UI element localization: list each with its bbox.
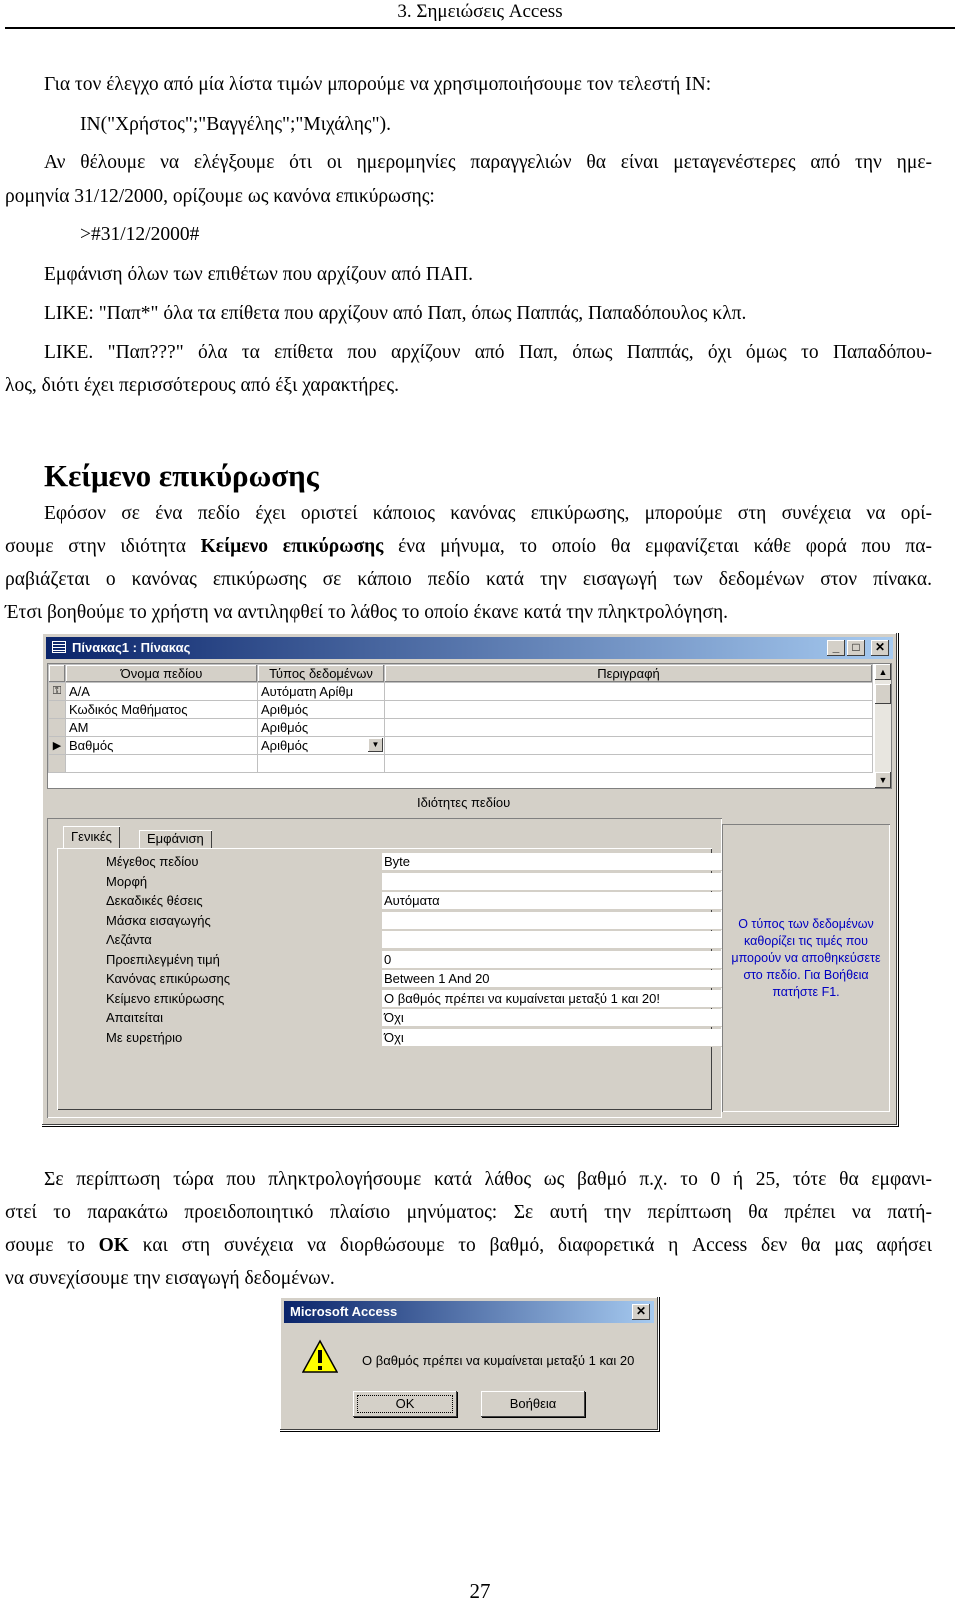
after-line-1: Σε περίπτωση τώρα που πληκτρολογήσουμε κατά λάθος ως βαθμό π.χ. το 0 ή 25, τότε θα εμφανι- xyxy=(44,1169,932,1190)
table-design-window xyxy=(41,632,898,1126)
table-row[interactable] xyxy=(49,755,873,773)
minimize-button[interactable]: _ xyxy=(827,640,845,656)
data-type-cell[interactable] xyxy=(258,755,385,773)
field-name-cell[interactable]: Κωδικός Μαθήματος xyxy=(66,701,258,719)
after-line-3-post: και στη συνέχεια να διορθώσουμε το βαθμό, διαφορετικά η Access δεν θα μας αφήσει xyxy=(128,1235,932,1256)
scroll-down-icon[interactable]: ▼ xyxy=(875,772,891,788)
prop-name-default-value: Προεπιλεγμένη τιμή xyxy=(106,952,220,967)
prop-name-format: Μορφή xyxy=(106,874,148,889)
table-row[interactable] xyxy=(49,737,873,755)
message-box xyxy=(279,1296,659,1431)
paragraph-dates-line1: Αν θέλουμε να ελέγξουμε ότι οι ημερομηνίες παραγγελιών θα είναι μεταγενέστερες από την ημε- xyxy=(44,152,932,173)
description-cell[interactable] xyxy=(385,719,873,737)
section-line-2 xyxy=(5,530,932,563)
prop-value-decimal-places[interactable]: Αυτόματα xyxy=(382,892,722,910)
column-header-data-type[interactable]: Τύπος δεδομένων xyxy=(258,665,385,683)
message-box-close-button[interactable]: ✕ xyxy=(632,1304,650,1320)
data-type-cell[interactable]: Αριθμός xyxy=(258,719,385,737)
after-line-3-bold: OK xyxy=(98,1235,129,1256)
paragraph-date-rule: >#31/12/2000# xyxy=(80,224,200,245)
message-box-title: Microsoft Access xyxy=(290,1304,398,1319)
warning-icon xyxy=(302,1339,338,1375)
row-selector[interactable] xyxy=(49,719,66,737)
running-header: 3. Σημειώσεις Access xyxy=(397,1,563,22)
paragraph-show-surnames: Εμφάνιση όλων των επιθέτων που αρχίζουν από ΠΑΠ. xyxy=(44,264,473,285)
section-heading: Κείμενο επικύρωσης xyxy=(44,458,319,493)
prop-name-decimal-places: Δεκαδικές θέσεις xyxy=(106,893,203,908)
after-line-4: να συνεχίσουμε την εισαγωγή δεδομένων. xyxy=(5,1268,335,1289)
description-cell[interactable] xyxy=(385,701,873,719)
section-line-2-post: ένα μήνυμα, το οποίο θα εμφανίζεται κάθε φορά που πα- xyxy=(383,536,932,557)
prop-value-validation-rule[interactable]: Between 1 And 20 xyxy=(382,970,722,988)
after-line-3-pre: σουμε το xyxy=(5,1235,99,1256)
after-line-3 xyxy=(5,1229,932,1262)
message-box-titlebar[interactable] xyxy=(284,1301,654,1323)
tab-general[interactable]: Γενικές xyxy=(63,826,120,848)
current-row-arrow-icon[interactable]: ▶ xyxy=(49,737,66,755)
prop-name-indexed: Με ευρετήριο xyxy=(106,1030,183,1045)
section-line-2-pre: σουμε στην ιδιότητα xyxy=(5,536,201,557)
scroll-up-icon[interactable]: ▲ xyxy=(875,664,891,680)
prop-value-default-value[interactable]: 0 xyxy=(382,951,722,969)
paragraph-in-operator: Για τον έλεγχο από μία λίστα τιμών μπορούμε να χρησιμοποιήσουμε τον τελεστή IN: xyxy=(44,74,712,95)
field-name-cell[interactable]: ΑΜ xyxy=(66,719,258,737)
section-line-4: Έτσι βοηθούμε το χρήστη να αντιληφθεί το λάθος το οποίο έκανε κατά την πληκτρολόγηση. xyxy=(5,602,729,623)
scroll-thumb[interactable] xyxy=(875,684,891,704)
help-button[interactable]: Βοήθεια xyxy=(481,1391,585,1417)
paragraph-dates-line2: ρομηνία 31/12/2000, ορίζουμε ως κανόνα επικύρωσης: xyxy=(5,186,435,207)
row-selector[interactable] xyxy=(49,701,66,719)
prop-name-input-mask: Μάσκα εισαγωγής xyxy=(106,913,211,928)
ok-button[interactable]: OK xyxy=(353,1391,457,1417)
prop-name-field-size: Μέγεθος πεδίου xyxy=(106,854,199,869)
prop-value-input-mask[interactable] xyxy=(382,912,722,930)
paragraph-like-question-line2: λος, διότι έχει περισσότερους από έξι χαρακτήρες. xyxy=(5,375,399,396)
description-cell[interactable] xyxy=(385,737,873,755)
tab-lookup[interactable]: Εμφάνιση xyxy=(139,830,212,848)
maximize-button[interactable]: □ xyxy=(847,640,865,656)
data-type-cell[interactable]: Αριθμός xyxy=(258,701,385,719)
field-name-cell[interactable]: Α/Α xyxy=(66,683,258,701)
help-text: Ο τύπος των δεδομένων καθορίζει τις τιμές που μπορούν να αποθηκεύσετε στο πεδίο. Για Βοήθεια πατήστε F1. xyxy=(731,917,881,999)
prop-name-validation-text: Κείμενο επικύρωσης xyxy=(106,991,225,1006)
data-type-cell[interactable] xyxy=(258,737,385,755)
primary-key-icon[interactable]: ⚿ xyxy=(49,683,66,701)
paragraph-like-question-line1: LIKE. "Παπ???" όλα τα επίθετα που αρχίζουν από Παπ, όπως Παππάς, όχι όμως το Παπαδόπου- xyxy=(44,342,932,363)
prop-value-indexed[interactable]: Όχι xyxy=(382,1029,722,1047)
description-cell[interactable] xyxy=(385,683,873,701)
field-name-cell[interactable] xyxy=(66,755,258,773)
prop-value-format[interactable] xyxy=(382,873,722,891)
prop-value-caption[interactable] xyxy=(382,931,722,949)
row-selector[interactable] xyxy=(49,755,66,773)
table-icon xyxy=(52,641,66,653)
prop-value-validation-text[interactable]: Ο βαθμός πρέπει να κυμαίνεται μεταξύ 1 και 20! xyxy=(382,990,722,1008)
prop-name-caption: Λεζάντα xyxy=(106,932,152,947)
section-line-1: Εφόσον σε ένα πεδίο έχει οριστεί κάποιος κανόνας επικύρωσης, μπορούμε στη συνέχεια να ορί- xyxy=(44,503,932,524)
dropdown-arrow-icon[interactable]: ▼ xyxy=(368,738,383,752)
page-number: 27 xyxy=(469,1579,491,1603)
data-type-cell[interactable]: Αυτόματη Αρίθμ xyxy=(258,683,385,701)
prop-value-field-size[interactable]: Byte xyxy=(382,853,722,871)
prop-value-required[interactable]: Όχι xyxy=(382,1009,722,1027)
table-window-title: Πίνακας1 : Πίνακας xyxy=(72,640,191,655)
prop-name-required: Απαιτείται xyxy=(106,1010,164,1025)
column-header-field-name[interactable]: Όνομα πεδίου xyxy=(66,665,258,683)
grid-corner xyxy=(49,665,66,683)
message-text: Ο βαθμός πρέπει να κυμαίνεται μεταξύ 1 και 20 xyxy=(362,1353,635,1368)
close-button[interactable]: ✕ xyxy=(871,640,889,656)
header-rule xyxy=(5,27,955,29)
paragraph-in-example: IN("Χρήστος";"Βαγγέλης";"Μιχάλης"). xyxy=(80,114,391,135)
section-line-2-bold: Κείμενο επικύρωσης xyxy=(200,536,384,557)
help-pane xyxy=(722,824,890,1112)
field-grid xyxy=(47,663,892,789)
field-name-cell[interactable]: Βαθμός xyxy=(66,737,258,755)
prop-name-validation-rule: Κανόνας επικύρωσης xyxy=(106,971,230,986)
column-header-description[interactable]: Περιγραφή xyxy=(385,665,873,683)
after-line-2: στεί το παρακάτω προειδοποιητικό πλαίσιο μηνύματος: Σε αυτή την περίπτωση θα πρέπει να πατή- xyxy=(5,1202,932,1223)
section-line-3: ραβιάζεται ο κανόνας επικύρωσης σε κάποιο πεδίο κατά την εισαγωγή των δεδομένων στον πίνακα. xyxy=(5,569,932,590)
paragraph-like-star: LIKE: "Παπ*" όλα τα επίθετα που αρχίζουν από Παπ, όπως Παππάς, Παπαδόπουλος κλπ. xyxy=(44,303,747,324)
description-cell[interactable] xyxy=(385,755,873,773)
grid-vertical-scrollbar[interactable] xyxy=(875,664,891,788)
table-row[interactable] xyxy=(49,719,873,737)
field-properties-label: Ιδιότητες πεδίου xyxy=(417,795,511,810)
table-row[interactable] xyxy=(49,683,873,701)
table-row[interactable] xyxy=(49,701,873,719)
table-window-titlebar[interactable] xyxy=(46,637,893,659)
data-type-value: Αριθμός xyxy=(261,738,309,753)
